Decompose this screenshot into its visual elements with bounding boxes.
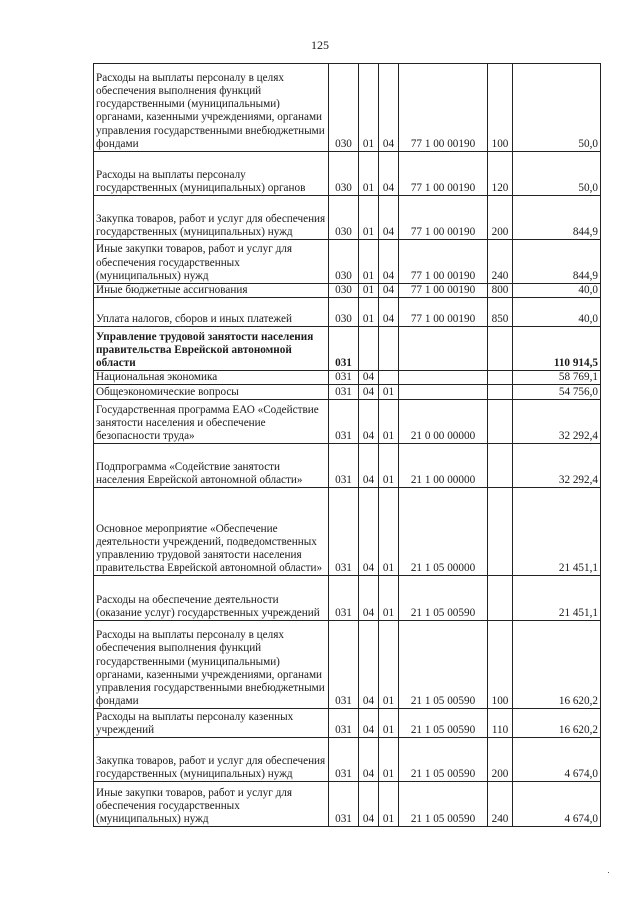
- cell-target-article: 21 1 05 00590: [399, 738, 488, 782]
- cell-target-article: 21 0 00 00000: [399, 400, 488, 444]
- cell-ministry: 030: [329, 284, 359, 298]
- cell-subsection: 01: [379, 738, 399, 782]
- cell-amount: 21 451,1: [513, 488, 601, 576]
- cell-name: Подпрограмма «Содействие занятости населения Еврейской автономной области»: [94, 444, 329, 488]
- cell-amount: 50,0: [513, 64, 601, 152]
- cell-amount: 32 292,4: [513, 400, 601, 444]
- cell-expense-type: [488, 444, 513, 488]
- cell-ministry: 031: [329, 385, 359, 400]
- cell-ministry: 030: [329, 298, 359, 327]
- cell-ministry: 031: [329, 400, 359, 444]
- table-row: [94, 444, 601, 488]
- cell-ministry: 031: [329, 621, 359, 709]
- cell-ministry: 030: [329, 240, 359, 284]
- cell-subsection: 04: [379, 196, 399, 240]
- cell-amount: 844,9: [513, 240, 601, 284]
- cell-name: Иные закупки товаров, работ и услуг для обеспечения государственных (муниципальных) нужд: [94, 782, 329, 827]
- cell-ministry: 031: [329, 576, 359, 621]
- cell-expense-type: [488, 385, 513, 400]
- table-row: [94, 64, 601, 152]
- cell-amount: 40,0: [513, 298, 601, 327]
- cell-amount: 54 756,0: [513, 385, 601, 400]
- cell-amount: 110 914,5: [513, 327, 601, 371]
- cell-name: Уплата налогов, сборов и иных платежей: [94, 298, 329, 327]
- cell-target-article: 21 1 05 00590: [399, 782, 488, 827]
- cell-name: Расходы на обеспечение деятельности (оказание услуг) государственных учреждений: [94, 576, 329, 621]
- cell-ministry: 031: [329, 327, 359, 371]
- cell-name: Национальная экономика: [94, 371, 329, 385]
- cell-target-article: 77 1 00 00190: [399, 240, 488, 284]
- cell-expense-type: [488, 488, 513, 576]
- cell-expense-type: 120: [488, 152, 513, 196]
- cell-name: Расходы на выплаты персоналу в целях обеспечения выполнения функций государственными (муниципальными) органами, казенными учреждениями, органами управления государственными внебюджетными фондами: [94, 621, 329, 709]
- cell-expense-type: 240: [488, 240, 513, 284]
- table-row: [94, 621, 601, 709]
- cell-amount: 844,9: [513, 196, 601, 240]
- cell-section: 04: [359, 709, 379, 738]
- cell-name: Государственная программа ЕАО «Содействие занятости населения и обеспечение безопасности труда»: [94, 400, 329, 444]
- table-row: [94, 327, 601, 371]
- cell-ministry: 031: [329, 709, 359, 738]
- cell-ministry: 031: [329, 488, 359, 576]
- cell-ministry: 030: [329, 64, 359, 152]
- cell-name: Закупка товаров, работ и услуг для обеспечения государственных (муниципальных) нужд: [94, 196, 329, 240]
- cell-ministry: 031: [329, 738, 359, 782]
- cell-expense-type: 850: [488, 298, 513, 327]
- budget-table-body: [94, 64, 601, 827]
- scan-dot: [608, 872, 609, 873]
- page-number: 125: [311, 38, 329, 52]
- cell-expense-type: [488, 400, 513, 444]
- cell-target-article: 77 1 00 00190: [399, 152, 488, 196]
- cell-ministry: 030: [329, 196, 359, 240]
- cell-target-article: 21 1 05 00000: [399, 488, 488, 576]
- cell-ministry: 031: [329, 371, 359, 385]
- cell-target-article: 21 1 05 00590: [399, 709, 488, 738]
- cell-target-article: [399, 371, 488, 385]
- cell-name: Иные бюджетные ассигнования: [94, 284, 329, 298]
- cell-name: Основное мероприятие «Обеспечение деятельности учреждений, подведомственных управлению трудовой занятости населения правительства Еврейской автономной области»: [94, 488, 329, 576]
- cell-expense-type: [488, 576, 513, 621]
- cell-section: 04: [359, 371, 379, 385]
- cell-section: 04: [359, 385, 379, 400]
- budget-table: [93, 63, 601, 827]
- cell-section: 01: [359, 240, 379, 284]
- cell-section: 04: [359, 621, 379, 709]
- cell-expense-type: 800: [488, 284, 513, 298]
- cell-subsection: 01: [379, 621, 399, 709]
- cell-section: 04: [359, 738, 379, 782]
- cell-target-article: 77 1 00 00190: [399, 284, 488, 298]
- cell-subsection: 04: [379, 64, 399, 152]
- cell-subsection: 04: [379, 152, 399, 196]
- cell-subsection: 01: [379, 488, 399, 576]
- cell-subsection: [379, 327, 399, 371]
- cell-amount: 4 674,0: [513, 782, 601, 827]
- cell-section: 01: [359, 196, 379, 240]
- cell-subsection: 01: [379, 385, 399, 400]
- cell-expense-type: [488, 327, 513, 371]
- table-row: [94, 782, 601, 827]
- cell-expense-type: 200: [488, 738, 513, 782]
- cell-section: 01: [359, 298, 379, 327]
- cell-target-article: 21 1 05 00590: [399, 576, 488, 621]
- table-row: [94, 298, 601, 327]
- cell-amount: 16 620,2: [513, 621, 601, 709]
- cell-target-article: 77 1 00 00190: [399, 64, 488, 152]
- cell-subsection: 04: [379, 240, 399, 284]
- cell-section: 01: [359, 284, 379, 298]
- table-row: [94, 284, 601, 298]
- table-row: [94, 738, 601, 782]
- cell-section: 04: [359, 488, 379, 576]
- cell-name: Общеэкономические вопросы: [94, 385, 329, 400]
- cell-ministry: 031: [329, 444, 359, 488]
- table-row: [94, 576, 601, 621]
- cell-section: [359, 327, 379, 371]
- cell-expense-type: 110: [488, 709, 513, 738]
- cell-subsection: 01: [379, 709, 399, 738]
- cell-name: Управление трудовой занятости населения правительства Еврейской автономной области: [94, 327, 329, 371]
- cell-amount: 40,0: [513, 284, 601, 298]
- cell-expense-type: 240: [488, 782, 513, 827]
- cell-subsection: 01: [379, 576, 399, 621]
- cell-subsection: 01: [379, 400, 399, 444]
- cell-amount: 58 769,1: [513, 371, 601, 385]
- cell-ministry: 030: [329, 152, 359, 196]
- cell-subsection: 04: [379, 298, 399, 327]
- table-row: [94, 488, 601, 576]
- cell-section: 04: [359, 444, 379, 488]
- cell-target-article: 21 1 05 00590: [399, 621, 488, 709]
- cell-subsection: 01: [379, 782, 399, 827]
- cell-expense-type: [488, 371, 513, 385]
- cell-target-article: [399, 327, 488, 371]
- table-row: [94, 400, 601, 444]
- cell-target-article: 21 1 00 00000: [399, 444, 488, 488]
- cell-section: 04: [359, 400, 379, 444]
- cell-ministry: 031: [329, 782, 359, 827]
- table-row: [94, 371, 601, 385]
- cell-amount: 16 620,2: [513, 709, 601, 738]
- cell-expense-type: 200: [488, 196, 513, 240]
- cell-target-article: 77 1 00 00190: [399, 298, 488, 327]
- cell-amount: 4 674,0: [513, 738, 601, 782]
- table-row: [94, 196, 601, 240]
- cell-subsection: 04: [379, 284, 399, 298]
- cell-name: Расходы на выплаты персоналу государственных (муниципальных) органов: [94, 152, 329, 196]
- cell-amount: 50,0: [513, 152, 601, 196]
- cell-section: 01: [359, 64, 379, 152]
- cell-expense-type: 100: [488, 64, 513, 152]
- cell-name: Расходы на выплаты персоналу в целях обеспечения выполнения функций государственными (муниципальными) органами, казенными учреждениями, органами управления государственными внебюджетными фондами: [94, 64, 329, 152]
- table-row: [94, 385, 601, 400]
- cell-expense-type: 100: [488, 621, 513, 709]
- cell-target-article: 77 1 00 00190: [399, 196, 488, 240]
- cell-name: Закупка товаров, работ и услуг для обеспечения государственных (муниципальных) нужд: [94, 738, 329, 782]
- cell-target-article: [399, 385, 488, 400]
- cell-subsection: [379, 371, 399, 385]
- cell-name: Расходы на выплаты персоналу казенных учреждений: [94, 709, 329, 738]
- cell-section: 01: [359, 152, 379, 196]
- table-row: [94, 240, 601, 284]
- cell-amount: 32 292,4: [513, 444, 601, 488]
- cell-section: 04: [359, 576, 379, 621]
- cell-name: Иные закупки товаров, работ и услуг для обеспечения государственных (муниципальных) нужд: [94, 240, 329, 284]
- table-row: [94, 709, 601, 738]
- cell-section: 04: [359, 782, 379, 827]
- cell-subsection: 01: [379, 444, 399, 488]
- table-row: [94, 152, 601, 196]
- cell-amount: 21 451,1: [513, 576, 601, 621]
